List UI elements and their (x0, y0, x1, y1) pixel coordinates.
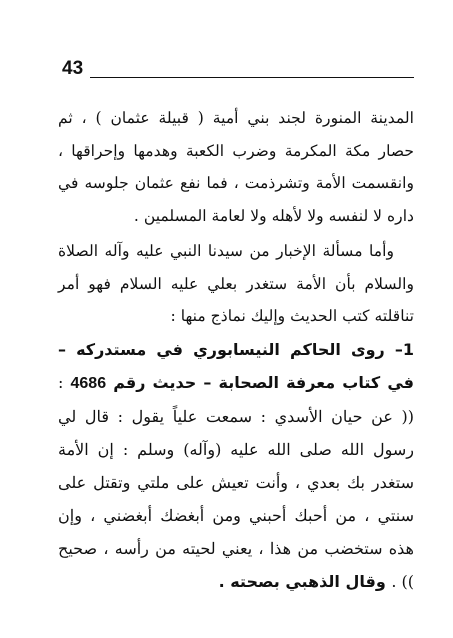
page-header (62, 58, 414, 84)
hadith-closing: وقال الذهبي بصحته . (218, 571, 386, 591)
paragraph-2: وأما مسألة الإخبار من سيدنا النبي عليه وآله الصلاة والسلام بأن الأمة ستغدر بعلي عليه السلام فهو أمر تناقلته كتب الحديث وإليك نماذج منها : (58, 242, 414, 325)
paragraph-1: المدينة المنورة لجند بني أمية ( قبيلة عثمان ) ، ثم حصار مكة المكرمة وضرب الكعبة وهدمها وإحراقها ، وانقسمت الأمة وتشرذمت ، فما نفع عثمان جلوسه في داره لا لنفسه ولا لأهله ولا لعامة المسلمين . (58, 109, 414, 225)
hadith-number: 4686 (70, 374, 107, 392)
page-body (58, 102, 414, 598)
hadith-heading-text: 1– روى الحاكم النيسابوري في مستدركه – في كتاب معرفة الصحابة – حديث رقم (58, 339, 414, 392)
header-rule (90, 77, 414, 78)
hadith-heading (58, 333, 414, 598)
page-number: 43 (62, 58, 84, 79)
hadith-text: : (( عن حيان الأسدي : سمعت علياً يقول : قال لي رسول الله صلى الله عليه (وآله) وسلم : إن الأمة ستغدر بك بعدي ، وأنت تعيش على ملتي وتقتل على سنتي ، من أحبك أحبني ومن أبغضك أبغضني ، وإن هذه ستخضب من هذا ، يعني لحيته من رأسه ، صحيح )) . (58, 372, 414, 591)
